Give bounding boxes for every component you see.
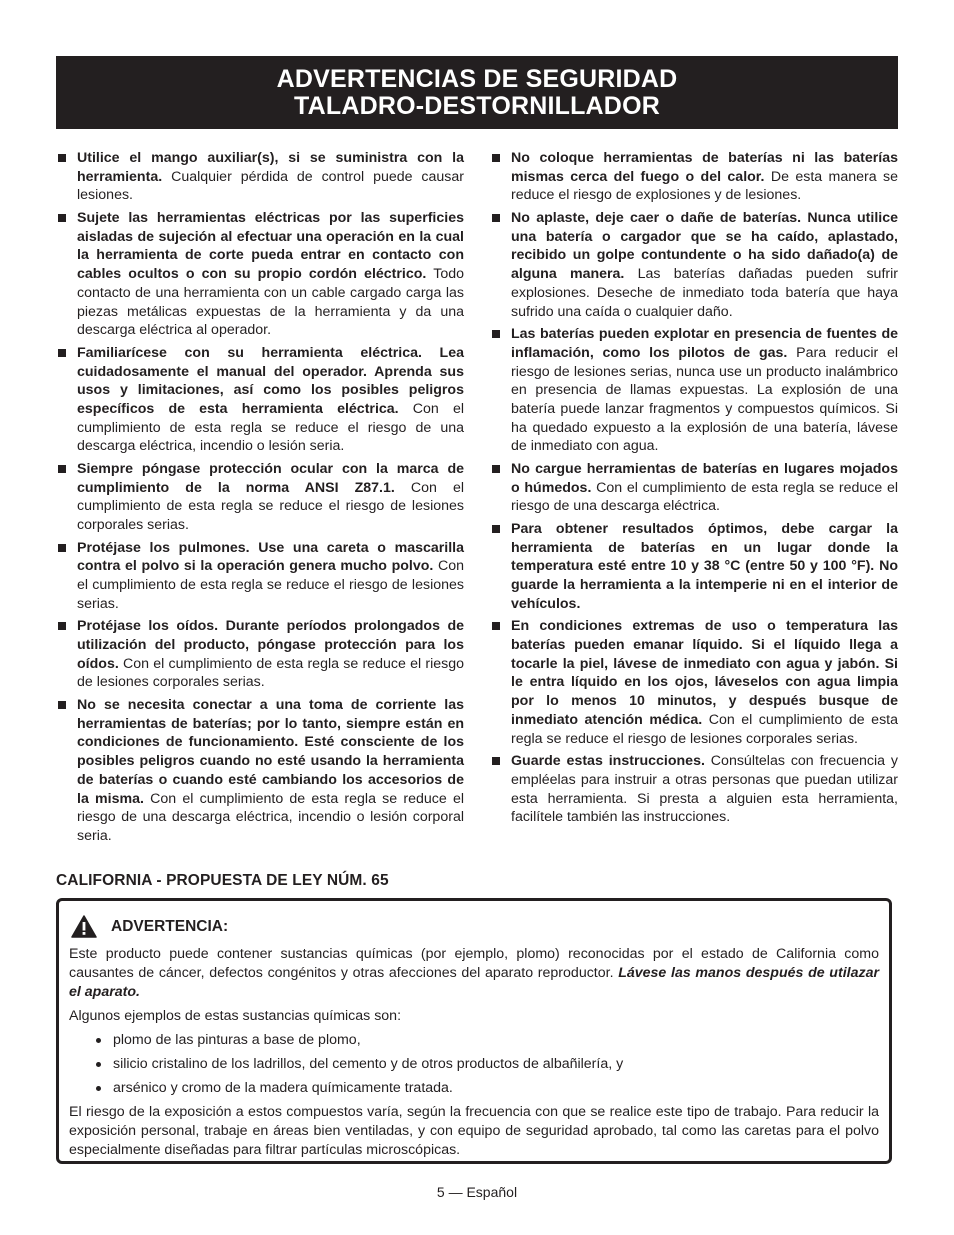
list-item: No se necesita conectar a una toma de corriente las herramientas de baterías; por lo tanto, siempre están en condiciones de funcionamiento. Esté consciente de los posibles peligros cuando no esté usando la herramienta de baterías o cuando esté cambiando los accesorios de la misma. Con el cumplimiento de esta regla se reduce el riesgo de una descarga eléctrica, incendio o lesión corporal seria. <box>56 696 464 846</box>
header-title-line1: ADVERTENCIAS DE SEGURIDAD <box>276 64 678 93</box>
list-item: No coloque herramientas de baterías ni las baterías mismas cerca del fuego o del calor. De esta manera se reduce el riesgo de explosiones y de lesiones. <box>490 149 898 205</box>
prop65-title: CALIFORNIA - PROPUESTA DE LEY NÚM. 65 <box>56 872 389 889</box>
square-bullet-icon <box>58 154 66 162</box>
square-bullet-icon <box>492 525 500 533</box>
wash-hands-notice: Lávese las manos después de utilazar el aparato. <box>69 965 879 1000</box>
square-bullet-icon <box>492 214 500 222</box>
header-title-line2: TALADRO-DESTORNILLADOR <box>294 91 660 120</box>
list-item: En condiciones extremas de uso o temperatura las baterías pueden emanar líquido. Si el líquido llega a tocarle la piel, lávese de inmediato con agua y jabón. Si le entra líquido en los ojos, láveselos con agua limpia por lo menos 10 minutos, y después busque de inmediato atención médica. Con el cumplimiento de esta regla se reduce el riesgo de lesiones corporales serias. <box>490 617 898 748</box>
square-bullet-icon <box>492 465 500 473</box>
list-item: Para obtener resultados óptimos, debe cargar la herramienta de baterías en un lugar donde la temperatura esté entre 10 y 38 °C (entre 50 y 100 °F). No guarde la herramienta a la intemperie ni en el interior de vehículos. <box>490 520 898 614</box>
round-bullet-icon <box>96 1038 101 1043</box>
warning-heading <box>69 915 879 938</box>
list-item: Utilice el mango auxiliar(s), si se suministra con la herramienta. Cualquier pérdida de control puede causar lesiones. <box>56 149 464 205</box>
list-item: No aplaste, deje caer o dañe de baterías. Nunca utilice una batería o cargador que se ha caído, aplastado, recibido un golpe contundente o ha sido dañado(a) de alguna manera. Las baterías dañadas pueden sufrir explosiones. Deseche de inmediato toda batería que haya sufrido una caída o cualquier daño. <box>490 209 898 321</box>
chemical-examples-list <box>69 1031 879 1098</box>
page-footer: 5 — Español <box>436 1184 518 1200</box>
round-bullet-icon <box>96 1062 101 1067</box>
warning-box <box>56 898 892 1164</box>
square-bullet-icon <box>58 544 66 552</box>
square-bullet-icon <box>492 330 500 338</box>
square-bullet-icon <box>58 465 66 473</box>
list-item: arsénico y cromo de la madera químicamente tratada. <box>69 1079 879 1098</box>
square-bullet-icon <box>58 214 66 222</box>
square-bullet-icon <box>492 622 500 630</box>
square-bullet-icon <box>492 757 500 765</box>
square-bullet-icon <box>58 701 66 709</box>
warning-paragraph-3: El riesgo de la exposición a estos compuestos varía, según la frecuencia con que se realice este tipo de trabajo. Para reducir la exposición personal, trabaje en áreas bien ventiladas, y con equipo de seguridad aprobado, tal como las caretas para el polvo especialmente diseñadas para filtrar partículas microscópicas. <box>69 1104 879 1158</box>
list-item: Protéjase los pulmones. Use una careta o mascarilla contra el polvo si la operación genera mucho polvo. Con el cumplimiento de esta regla se reduce el riesgo de lesiones serias. <box>56 539 464 614</box>
square-bullet-icon <box>58 622 66 630</box>
warning-triangle-icon <box>71 915 97 938</box>
warning-label: ADVERTENCIA: <box>111 918 229 935</box>
square-bullet-icon <box>492 154 500 162</box>
right-column <box>490 149 898 831</box>
list-item: No cargue herramientas de baterías en lugares mojados o húmedos. Con el cumplimiento de esta regla se reduce el riesgo de una descarga eléctrica. <box>490 460 898 516</box>
list-item: Sujete las herramientas eléctricas por las superficies aisladas de sujeción al efectuar una operación en la cual la herramienta de corte pueda entrar en contacto con cables ocultos o con su propio cordón eléctrico. Todo contacto de una herramienta con un cable cargado carga las piezas metálicas expuestas de la herramienta y da una descarga eléctrica al operador. <box>56 209 464 340</box>
list-item: Siempre póngase protección ocular con la marca de cumplimiento de la norma ANSI Z87.1. Con el cumplimiento de esta regla se reduce el riesgo de lesiones corporales serias. <box>56 460 464 535</box>
page-header <box>56 56 898 129</box>
list-item: Protéjase los oídos. Durante períodos prolongados de utilización del producto, póngase protección para los oídos. Con el cumplimiento de esta regla se reduce el riesgo de lesiones corporales serias. <box>56 617 464 692</box>
list-item: plomo de las pinturas a base de plomo, <box>69 1031 879 1050</box>
square-bullet-icon <box>58 349 66 357</box>
warning-paragraph-2: Algunos ejemplos de estas sustancias químicas son: <box>69 1008 402 1024</box>
list-item: silicio cristalino de los ladrillos, del cemento y de otros productos de albañilería, y <box>69 1055 879 1074</box>
list-item: Familiarícese con su herramienta eléctrica. Lea cuidadosamente el manual del operador. Aprenda sus usos y limitaciones, así como los posibles peligros específicos de esta herramienta eléctrica. Con el cumplimiento de esta regla se reduce el riesgo de una descarga eléctrica, incendio o lesión seria. <box>56 344 464 456</box>
warning-paragraph-1: Este producto puede contener sustancias químicas (por ejemplo, plomo) reconocidas por el estado de California como causantes de cáncer, defectos congénitos y otras afecciones del aparato reproductor. Lávese las manos después de utilazar el aparato. <box>69 946 879 1000</box>
round-bullet-icon <box>96 1086 101 1091</box>
list-item: Guarde estas instrucciones. Consúltelas con frecuencia y empléelas para instruir a otras personas que puedan utilizar esta herramienta. Si presta a alguien esta herramienta, facilítele también las instrucciones. <box>490 752 898 827</box>
left-column <box>56 149 464 850</box>
list-item: Las baterías pueden explotar en presencia de fuentes de inflamación, como los pilotos de gas. Para reducir el riesgo de lesiones serias, nunca use un producto inalámbrico en presencia de llamas expuestas. La explosión de una batería puede lanzar fragmentos y compuestos químicos. Si ha quedado expuesto a la explosión de una batería, lávese de inmediato con agua. <box>490 325 898 456</box>
